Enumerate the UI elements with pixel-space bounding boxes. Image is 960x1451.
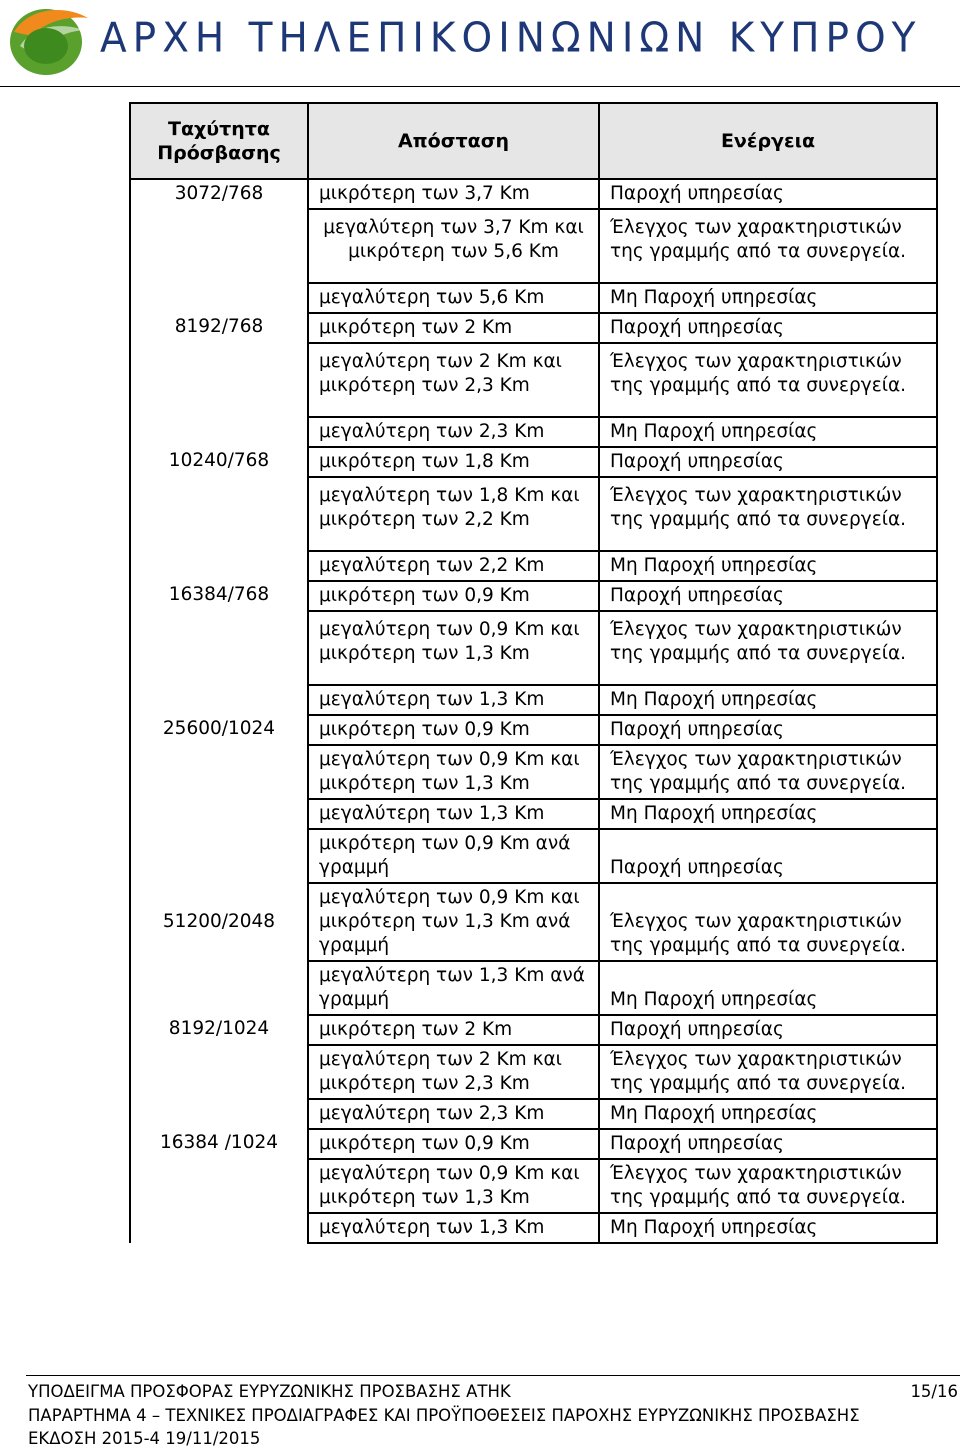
cell-distance: μεγαλύτερη των 3,7 Km και μικρότερη των 5,6 Km <box>308 209 599 283</box>
cell-access-speed: 25600/1024 <box>130 715 308 829</box>
table-row <box>130 447 937 477</box>
cell-action: Παροχή υπηρεσίας <box>599 447 937 477</box>
document-footer <box>28 1380 960 1451</box>
cell-distance: μεγαλύτερη των 0,9 Km και μικρότερη των 1,3 Km <box>308 611 599 685</box>
cell-distance: μεγαλύτερη των 0,9 Km και μικρότερη των 1,3 Km <box>308 745 599 799</box>
table-row <box>130 829 937 883</box>
cell-action: Μη Παροχή υπηρεσίας <box>599 961 937 1015</box>
cell-action: Μη Παροχή υπηρεσίας <box>599 1213 937 1243</box>
footer-version: ΕΚΔΟΣΗ 2015-4 19/11/2015 <box>28 1429 261 1448</box>
footer-annex-title: ΠΑΡΑΡΤΗΜΑ 4 – ΤΕΧΝΙΚΕΣ ΠΡΟΔΙΑΓΡΑΦΕΣ ΚΑΙ ΠΡΟΫΠΟΘΕΣΕΙΣ ΠΑΡΟΧΗΣ ΕΥΡΥΖΩΝΙΚΗΣ ΠΡΟΣΒΑΣΗΣ <box>28 1405 860 1425</box>
cyta-logo-icon <box>6 2 92 76</box>
table-header-row <box>130 103 937 179</box>
cell-distance: μικρότερη των 2 Km <box>308 1015 599 1045</box>
cell-action: Έλεγχος των χαρακτηριστικών της γραμμής από τα συνεργεία. <box>599 883 937 961</box>
cell-distance: μεγαλύτερη των 2 Km και μικρότερη των 2,3 Km <box>308 1045 599 1099</box>
cell-distance: μεγαλύτερη των 1,3 Km ανά γραμμή <box>308 961 599 1015</box>
table-row <box>130 1129 937 1159</box>
cell-action: Παροχή υπηρεσίας <box>599 829 937 883</box>
cell-distance: μεγαλύτερη των 1,3 Km <box>308 799 599 829</box>
table-row <box>130 1015 937 1045</box>
footer-divider <box>26 1375 960 1376</box>
cell-action: Μη Παροχή υπηρεσίας <box>599 799 937 829</box>
cell-distance: μεγαλύτερη των 2 Km και μικρότερη των 2,3 Km <box>308 343 599 417</box>
cell-distance: μικρότερη των 0,9 Km <box>308 1129 599 1159</box>
table-row <box>130 581 937 611</box>
cell-access-speed: 8192/1024 <box>130 1015 308 1129</box>
cell-access-speed: 8192/768 <box>130 313 308 447</box>
cell-action: Παροχή υπηρεσίας <box>599 581 937 611</box>
cell-distance: μικρότερη των 0,9 Km <box>308 715 599 745</box>
cell-action: Έλεγχος των χαρακτηριστικών της γραμμής από τα συνεργεία. <box>599 477 937 551</box>
cell-action: Έλεγχος των χαρακτηριστικών της γραμμής από τα συνεργεία. <box>599 1045 937 1099</box>
cell-action: Μη Παροχή υπηρεσίας <box>599 685 937 715</box>
cell-access-speed: 10240/768 <box>130 447 308 581</box>
header-action: Ενέργεια <box>599 103 937 179</box>
cell-action: Μη Παροχή υπηρεσίας <box>599 551 937 581</box>
cell-distance: μικρότερη των 0,9 Km <box>308 581 599 611</box>
document-header <box>0 0 960 86</box>
cell-distance: μεγαλύτερη των 1,3 Km <box>308 685 599 715</box>
cell-action: Παροχή υπηρεσίας <box>599 715 937 745</box>
cell-distance: μεγαλύτερη των 2,2 Km <box>308 551 599 581</box>
cell-distance: μεγαλύτερη των 1,3 Km <box>308 1213 599 1243</box>
table-row <box>130 179 937 209</box>
cell-distance: μικρότερη των 1,8 Km <box>308 447 599 477</box>
header-divider <box>0 86 960 87</box>
header-access-speed: Ταχύτητα Πρόσβασης <box>130 103 308 179</box>
speed-distance-table <box>129 102 938 1244</box>
cell-distance: μικρότερη των 2 Km <box>308 313 599 343</box>
cell-access-speed: 16384 /1024 <box>130 1129 308 1243</box>
cell-distance: μεγαλύτερη των 0,9 Km και μικρότερη των 1,3 Km ανά γραμμή <box>308 883 599 961</box>
organization-title: ΑΡΧΗ ΤΗΛΕΠΙΚΟΙΝΩΝΙΩΝ ΚΥΠΡΟΥ <box>100 14 922 63</box>
cell-action: Μη Παροχή υπηρεσίας <box>599 283 937 313</box>
cell-action: Παροχή υπηρεσίας <box>599 313 937 343</box>
cell-action: Έλεγχος των χαρακτηριστικών της γραμμής από τα συνεργεία. <box>599 343 937 417</box>
cell-distance: μεγαλύτερη των 2,3 Km <box>308 417 599 447</box>
cell-distance: μικρότερη των 3,7 Km <box>308 179 599 209</box>
cell-action: Μη Παροχή υπηρεσίας <box>599 1099 937 1129</box>
footer-document-title: ΥΠΟΔΕΙΓΜΑ ΠΡΟΣΦΟΡΑΣ ΕΥΡΥΖΩΝΙΚΗΣ ΠΡΟΣΒΑΣΗΣ ΑΤΗΚ <box>28 1382 511 1401</box>
header-distance: Απόσταση <box>308 103 599 179</box>
cell-action: Παροχή υπηρεσίας <box>599 1129 937 1159</box>
cell-access-speed: 3072/768 <box>130 179 308 313</box>
cell-distance: μεγαλύτερη των 0,9 Km και μικρότερη των 1,3 Km <box>308 1159 599 1213</box>
cell-action: Έλεγχος των χαρακτηριστικών της γραμμής από τα συνεργεία. <box>599 209 937 283</box>
cell-distance: μεγαλύτερη των 5,6 Km <box>308 283 599 313</box>
page-number: 15/16 <box>910 1382 958 1401</box>
table-body <box>130 179 937 1243</box>
table-row <box>130 715 937 745</box>
cell-action: Παροχή υπηρεσίας <box>599 179 937 209</box>
cell-access-speed: 16384/768 <box>130 581 308 715</box>
table-row <box>130 313 937 343</box>
cell-distance: μεγαλύτερη των 1,8 Km και μικρότερη των 2,2 Km <box>308 477 599 551</box>
cell-action: Παροχή υπηρεσίας <box>599 1015 937 1045</box>
cell-action: Έλεγχος των χαρακτηριστικών της γραμμής από τα συνεργεία. <box>599 611 937 685</box>
cell-action: Μη Παροχή υπηρεσίας <box>599 417 937 447</box>
cell-action: Έλεγχος των χαρακτηριστικών της γραμμής από τα συνεργεία. <box>599 1159 937 1213</box>
cell-distance: μικρότερη των 0,9 Km ανά γραμμή <box>308 829 599 883</box>
cell-access-speed: 51200/2048 <box>130 829 308 1015</box>
cell-action: Έλεγχος των χαρακτηριστικών της γραμμής από τα συνεργεία. <box>599 745 937 799</box>
cell-distance: μεγαλύτερη των 2,3 Km <box>308 1099 599 1129</box>
